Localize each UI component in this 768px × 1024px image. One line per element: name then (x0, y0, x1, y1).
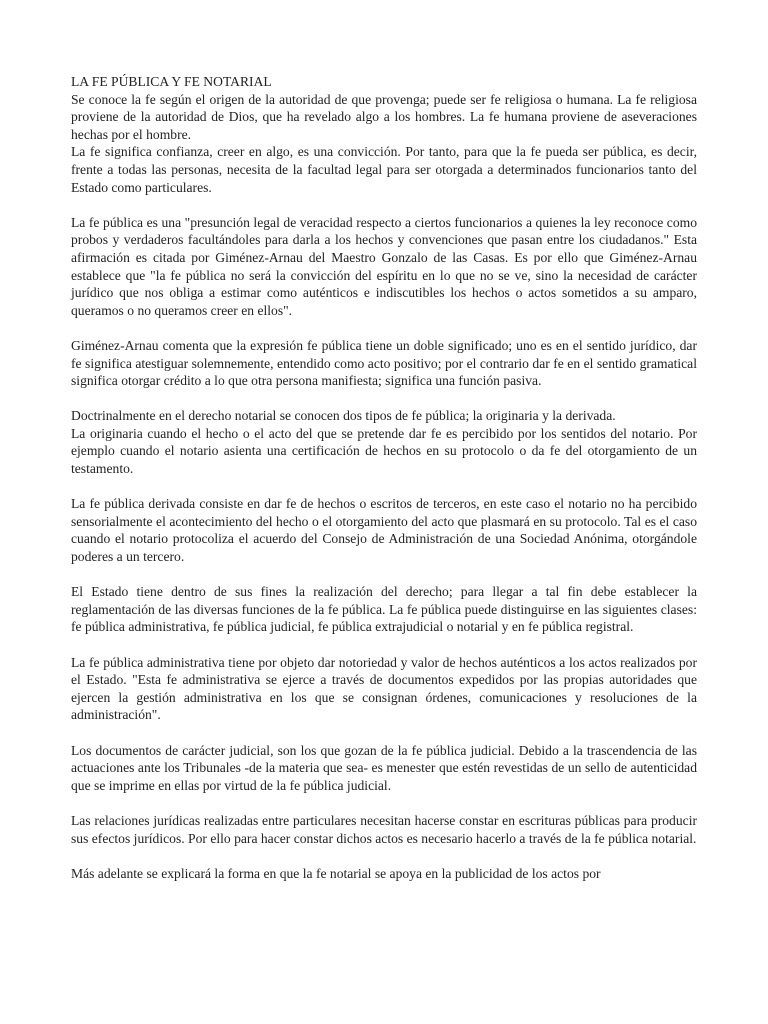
paragraph: Los documentos de carácter judicial, son los que gozan de la fe pública judicial. Debido a la trascendencia de las actuaciones ante los Tribunales -de la materia que sea- es menester que estén revestidas de un sello de autenticidad que se imprime en ellas por virtud de la fe pública judicial. (71, 742, 697, 793)
paragraph: La fe significa confianza, creer en algo, es una convicción. Por tanto, para que la fe pueda ser pública, es decir, frente a todas las personas, necesita de la facultad legal para ser otorgada a determinados funcionarios tanto del Estado como particulares. (71, 144, 697, 195)
paragraph: Las relaciones jurídicas realizadas entre particulares necesitan hacerse constar en escrituras públicas para producir sus efectos jurídicos. Por ello para hacer constar dichos actos es necesario hacerlo a través de la fe pública notarial. (71, 812, 697, 846)
paragraph: Giménez-Arnau comenta que la expresión fe pública tiene un doble significado; uno es en el sentido jurídico, dar fe significa atestiguar solemnemente, entendido como acto positivo; por el contrario dar fe en el sentido gramatical significa otorgar crédito a lo que otra persona manifiesta; significa una función pasiva. (71, 337, 697, 389)
paragraph: La fe pública administrativa tiene por objeto dar notoriedad y valor de hechos auténticos a los actos realizados por el Estado. "Esta fe administrativa se ejerce a través de documentos expedidos por las propias autoridades que ejercen la gestión administrativa en los que se consignan órdenes, comunicaciones y resoluciones de la administración". (71, 654, 697, 723)
paragraph: La originaria cuando el hecho o el acto del que se pretende dar fe es percibido por los sentidos del notario. Por ejemplo cuando el notario asienta una certificación de hechos en su protocolo o da fe del otorgamiento de un testamento. (71, 425, 697, 477)
paragraph: Se conoce la fe según el origen de la autoridad de que provenga; puede ser fe religiosa o humana. La fe religiosa proviene de la autoridad de Dios, que ha revelado algo a los hombres. La fe humana proviene de aseveraciones hechas por el hombre. (71, 91, 697, 142)
paragraph: Doctrinalmente en el derecho notarial se conocen dos tipos de fe pública; la originaria y la derivada. (71, 408, 616, 424)
paragraph: El Estado tiene dentro de sus fines la realización del derecho; para llegar a tal fin debe establecer la reglamentación de las diversas funciones de la fe pública. La fe pública puede distinguirse en las siguientes clases: fe pública administrativa, fe pública judicial, fe pública extrajudicial o notarial y en fe pública registral. (71, 584, 697, 635)
paragraph: La fe pública derivada consiste en dar fe de hechos o escritos de terceros, en este caso el notario no ha percibido sensorialmente el acontecimiento del hecho o el otorgamiento del acto que plasmará en su protocolo. Tal es el caso cuando el notario protocoliza el acuerdo del Consejo de Administración de una Sociedad Anónima, otorgándole poderes a un tercero. (71, 496, 697, 565)
document-title: LA FE PÚBLICA Y FE NOTARIAL (71, 74, 272, 89)
document-page (71, 73, 697, 882)
paragraph: La fe pública es una "presunción legal de veracidad respecto a ciertos funcionarios a quienes la ley reconoce como probos y verdaderos facultándoles para darla a los hechos y convenciones que pasan entre los ciudadanos." Esta afirmación es citada por Giménez-Arnau del Maestro Gonzalo de las Casas. Es por ello que Giménez-Arnau establece que "la fe pública no será la convicción del espíritu en lo que no se ve, sino la necesidad de carácter jurídico que nos obliga a estimar como auténticos e indiscutibles los hechos o actos sometidos a su amparo, queramos o no queramos creer en ellos". (71, 214, 697, 318)
paragraph: Más adelante se explicará la forma en que la fe notarial se apoya en la publicidad de los actos por (71, 865, 601, 881)
